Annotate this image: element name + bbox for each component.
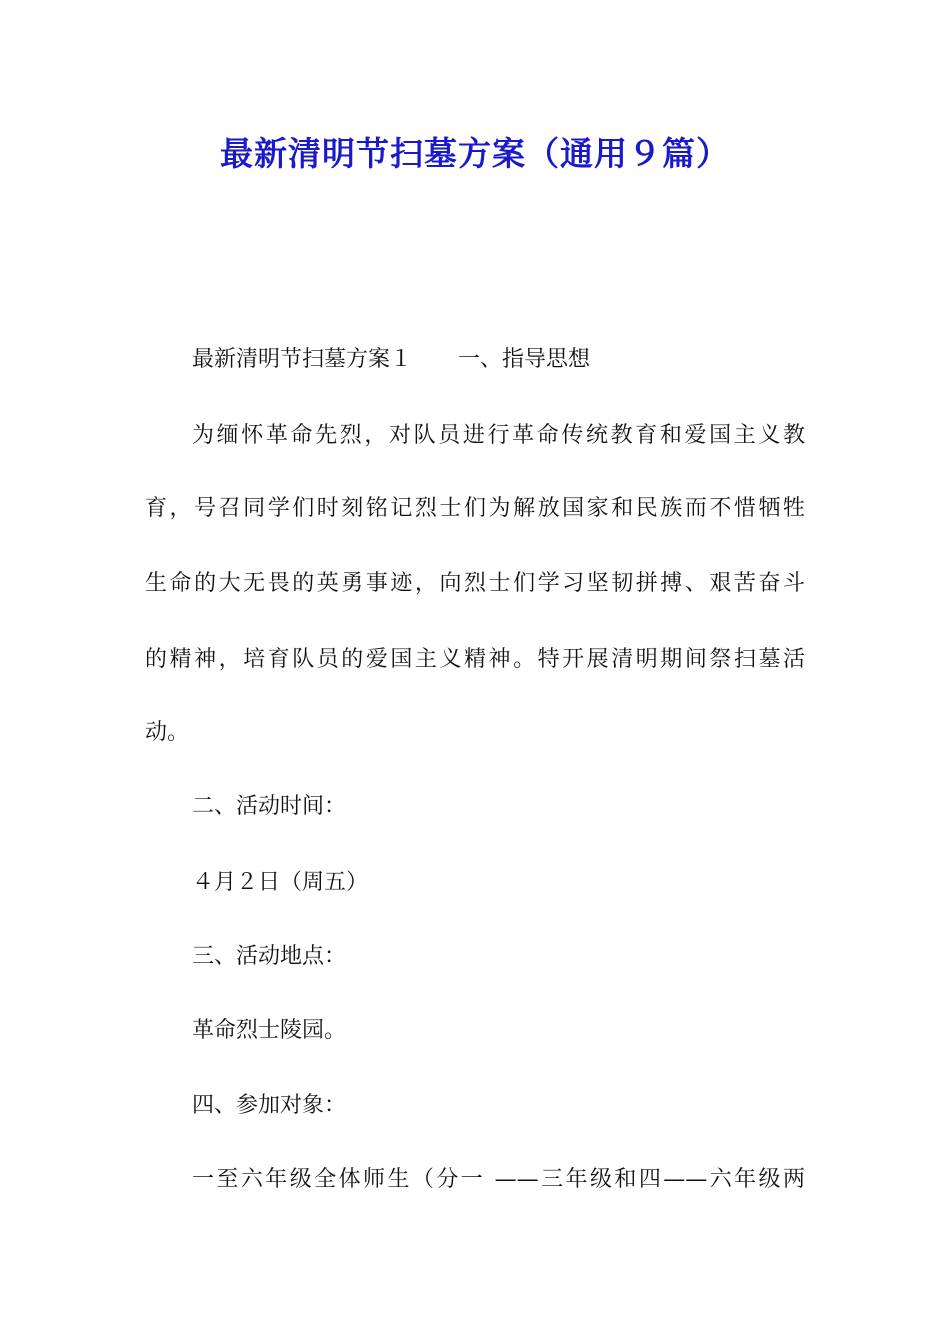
document-title: 最新清明节扫墓方案（通用９篇） — [220, 134, 730, 173]
section-text: 革命烈士陵园。 — [192, 1018, 347, 1043]
section-heading: 四、参加对象： — [192, 1093, 347, 1118]
paragraph-line: 为缅怀革命先烈，对队员进行革命传统教育和爱国主义教 — [192, 423, 805, 448]
paragraph-line: 的精神，培育队员的爱国主义精神。特开展清明期间祭扫墓活 — [145, 647, 805, 672]
point-heading: 一、指导思想 — [458, 347, 591, 372]
section-heading: 最新清明节扫墓方案１ — [192, 347, 413, 372]
section-heading-line — [192, 345, 805, 375]
section-text: 一至六年级全体师生（分一 ——三年级和四——六年级两 — [192, 1167, 805, 1192]
section-heading: 二、活动时间： — [192, 794, 347, 819]
section-heading: 三、活动地点： — [192, 944, 347, 969]
paragraph-line: 生命的大无畏的英勇事迹，向烈士们学习坚韧拼搏、艰苦奋斗 — [145, 571, 805, 596]
paragraph-line: 育，号召同学们时刻铭记烈士们为解放国家和民族而不惜牺牲 — [145, 496, 805, 521]
paragraph-line: 动。 — [145, 720, 190, 745]
section-text: ４月２日（周五） — [192, 870, 369, 895]
